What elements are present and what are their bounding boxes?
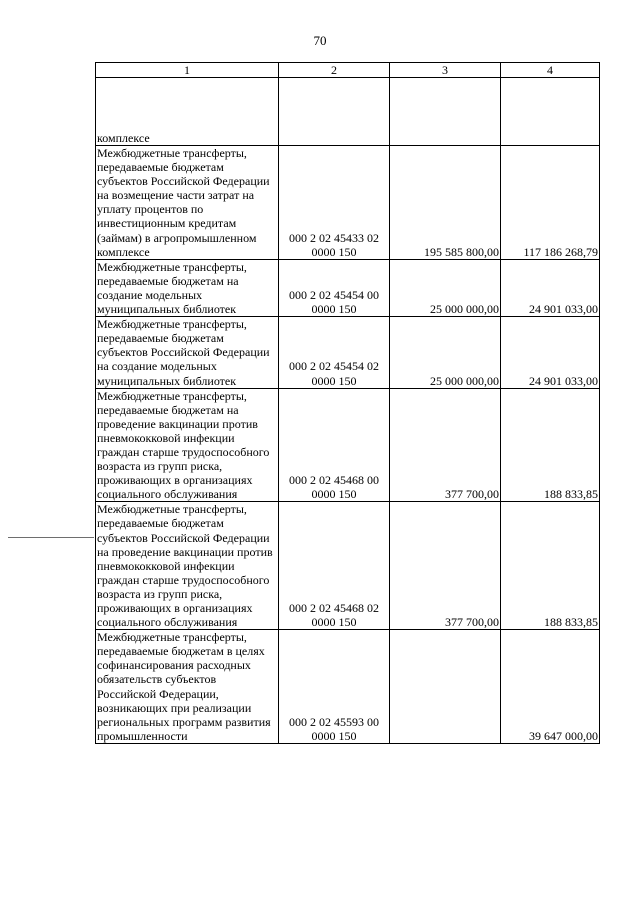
row-name: Межбюджетные трансферты, передаваемые бюджетам на проведение вакцинации против пневмококковой инфекции граждан старше трудоспособного возраста из групп риска, проживающих в организациях социального обслуживания bbox=[96, 388, 279, 502]
row-code: 000 2 02 45454 00 0000 150 bbox=[279, 259, 390, 316]
table-row-continuation bbox=[96, 78, 600, 146]
budget-table bbox=[95, 62, 600, 744]
row-code: 000 2 02 45593 00 0000 150 bbox=[279, 630, 390, 744]
column-header-3: 3 bbox=[390, 63, 501, 78]
table-row bbox=[96, 630, 600, 744]
table-row bbox=[96, 502, 600, 630]
column-header-2: 2 bbox=[279, 63, 390, 78]
row-name: Межбюджетные трансферты, передаваемые бюджетам субъектов Российской Федерации на проведение вакцинации против пневмококковой инфекции граждан старше трудоспособного возраста из групп риска, проживающих в организациях социального обслуживания bbox=[96, 502, 279, 630]
row-fact: 24 901 033,00 bbox=[501, 317, 600, 388]
row-name: Межбюджетные трансферты, передаваемые бюджетам субъектов Российской Федерации на создание модельных муниципальных библиотек bbox=[96, 317, 279, 388]
row-plan: 25 000 000,00 bbox=[390, 259, 501, 316]
row-plan: 25 000 000,00 bbox=[390, 317, 501, 388]
row-fact: 188 833,85 bbox=[501, 388, 600, 502]
row-code: 000 2 02 45468 02 0000 150 bbox=[279, 502, 390, 630]
table-row bbox=[96, 146, 600, 260]
row-plan bbox=[390, 630, 501, 744]
row-plan: 377 700,00 bbox=[390, 502, 501, 630]
table-header-row bbox=[96, 63, 600, 78]
table-row bbox=[96, 259, 600, 316]
row-code: 000 2 02 45454 02 0000 150 bbox=[279, 317, 390, 388]
scan-artifact-line bbox=[8, 537, 94, 538]
row-fact bbox=[501, 78, 600, 146]
row-plan: 377 700,00 bbox=[390, 388, 501, 502]
page-number: 70 bbox=[313, 33, 327, 48]
row-fact: 24 901 033,00 bbox=[501, 259, 600, 316]
row-code: 000 2 02 45433 02 0000 150 bbox=[279, 146, 390, 260]
row-name: комплексе bbox=[96, 78, 279, 146]
row-name: Межбюджетные трансферты, передаваемые бюджетам субъектов Российской Федерации на возмещение части затрат на уплату процентов по инвестиционным кредитам (займам) в агропромышленном комплексе bbox=[96, 146, 279, 260]
row-code bbox=[279, 78, 390, 146]
row-plan: 195 585 800,00 bbox=[390, 146, 501, 260]
column-header-1: 1 bbox=[96, 63, 279, 78]
row-name: Межбюджетные трансферты, передаваемые бюджетам на создание модельных муниципальных библиотек bbox=[96, 259, 279, 316]
table-row bbox=[96, 317, 600, 388]
table-row bbox=[96, 388, 600, 502]
row-name: Межбюджетные трансферты, передаваемые бюджетам в целях софинансирования расходных обязательств субъектов Российской Федерации, возникающих при реализации региональных программ развития промышленности bbox=[96, 630, 279, 744]
row-code: 000 2 02 45468 00 0000 150 bbox=[279, 388, 390, 502]
row-plan bbox=[390, 78, 501, 146]
row-fact: 117 186 268,79 bbox=[501, 146, 600, 260]
row-fact: 188 833,85 bbox=[501, 502, 600, 630]
row-fact: 39 647 000,00 bbox=[501, 630, 600, 744]
column-header-4: 4 bbox=[501, 63, 600, 78]
